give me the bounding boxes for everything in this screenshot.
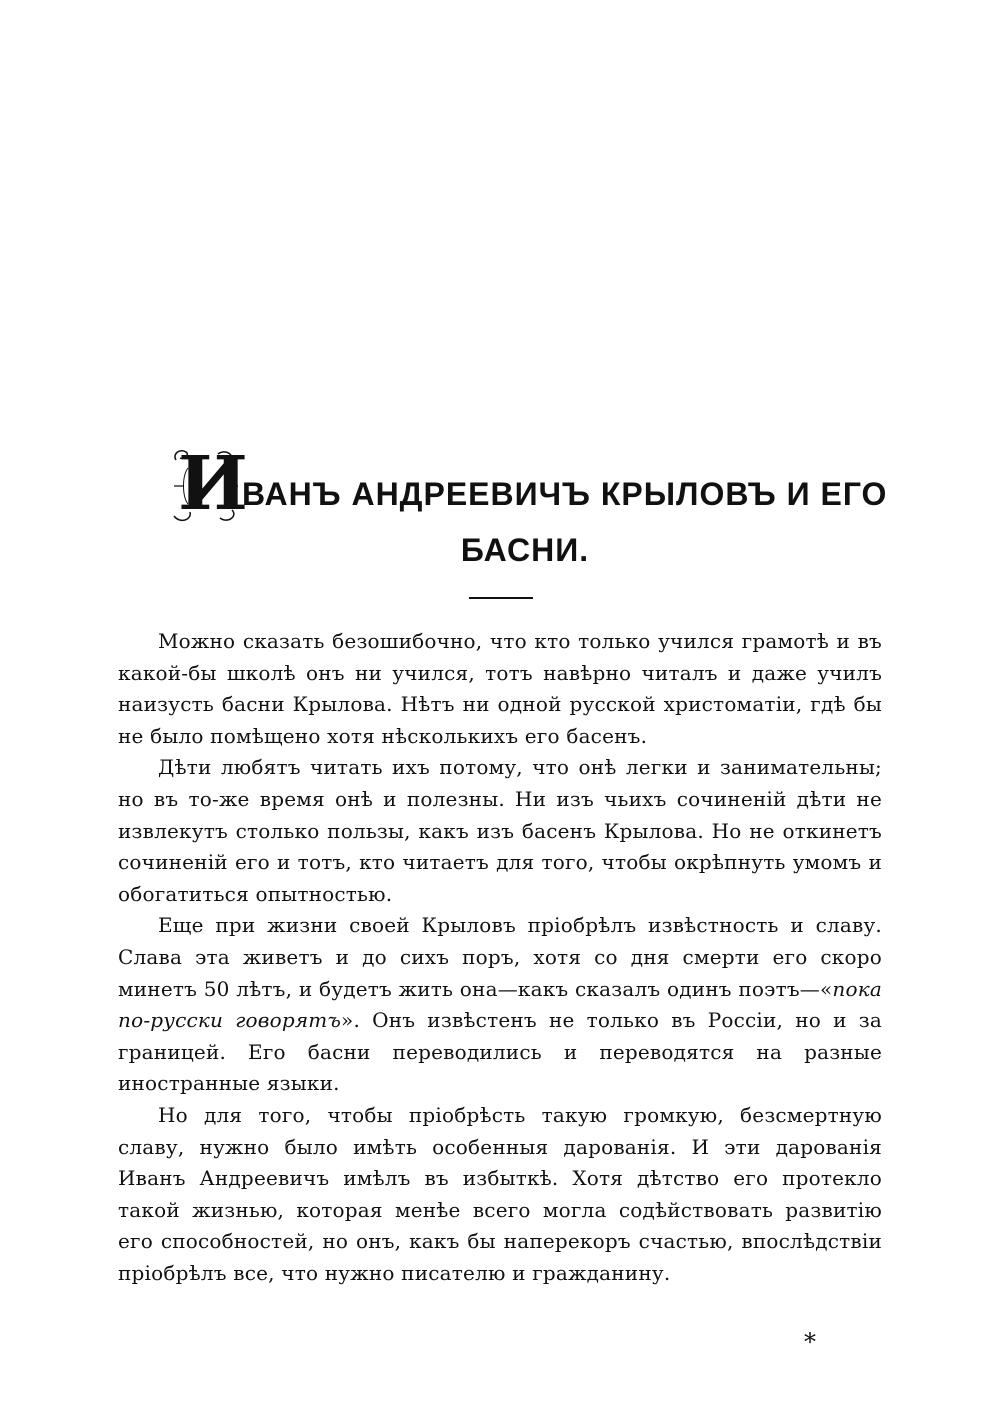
quotation-italic: пока по-русски говорятъ (118, 976, 882, 1033)
title-line-1 (170, 441, 900, 527)
paragraph-3-start: Еще при жизни своей Крыловъ пріобрѣлъ извѣстность и славу. Слава эта живетъ и до сихъ поръ, хотя со дня смерти его скоро минетъ 50 лѣтъ, и будетъ жить она—какъ сказалъ одинъ поэтъ—« (118, 913, 882, 1001)
paragraph-3 (118, 910, 882, 1100)
decorated-initial (170, 441, 248, 527)
body-text (118, 626, 882, 1289)
paragraph-1: Можно сказать безошибочно, что кто только учился грамотѣ и въ какой-бы школѣ онъ ни учился, тотъ навѣрно читалъ и даже училъ наизусть басни Крылова. Нѣтъ ни одной русской христоматіи, гдѣ бы не было помѣщено хотя нѣсколькихъ его басенъ. (118, 629, 882, 748)
title-text-line-1: ВАНЪ АНДРЕЕВИЧЪ КРЫЛОВЪ И ЕГО (242, 476, 888, 512)
chapter-title (170, 441, 900, 572)
paragraph-2: Дѣти любятъ читать ихъ потому, что онѣ легки и занимательны; но въ то-же время онѣ и полезны. Ни изъ чьихъ сочиненій дѣти не извлекутъ столько пользы, какъ изъ басенъ Крылова. Но не откинетъ сочиненій его и тотъ, кто читаетъ для того, чтобы окрѣпнуть умомъ и обогатиться опытностью. (118, 755, 882, 906)
signature-mark: * (804, 1328, 816, 1356)
paragraph-4: Но для того, чтобы пріобрѣсть такую громкую, безсмертную славу, нужно было имѣть особенныя дарованія. И эти дарованія Иванъ Андреевичъ имѣлъ въ избыткѣ. Хотя дѣтство его протекло такой жизнью, которая менѣе всего могла содѣйствовать развитію его способностей, но онъ, какъ бы наперекоръ счастью, впослѣдствіи пріобрѣлъ все, что нужно писателю и гражданину. (118, 1102, 882, 1285)
paragraph-3-end: ». Онъ извѣстенъ не только въ Россіи, но и за границей. Его басни переводились и переводятся на разные иностранные языки. (118, 1008, 882, 1096)
initial-letter: И (178, 441, 248, 527)
title-divider (469, 597, 533, 599)
title-text-line-2: БАСНИ. (460, 532, 590, 568)
